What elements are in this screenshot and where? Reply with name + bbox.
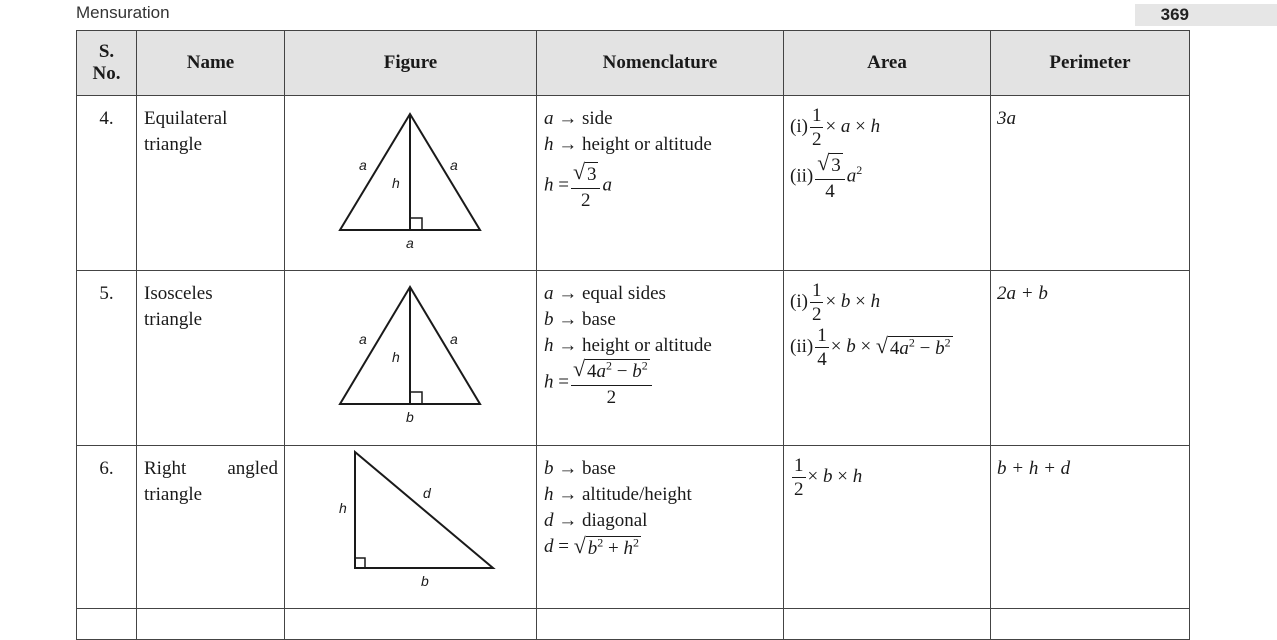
row-sno: 5. (77, 271, 137, 446)
row-area: (i) $\frac{1}{2}$ × a × h (ii) √ $\frac{3}{4}$ $a^2$ (784, 96, 991, 271)
figure-label-base: a (406, 235, 414, 251)
col-header-nomenclature: Nomenclature (537, 31, 784, 96)
figure-label-height: h (339, 500, 347, 516)
table-row-partial (77, 609, 1190, 640)
chapter-title: Mensuration (76, 3, 170, 22)
figure-label-side-right: a (450, 157, 458, 173)
row-sno: 6. (77, 446, 137, 609)
figure-label-base: b (406, 409, 414, 425)
table-row (77, 271, 1190, 446)
height-formula: h = √ $\frac{3}{2}$ a (544, 162, 777, 210)
row-nomenclature: b → base h → altitude/height d → diagonal d = √ $b^2 + h^2$ (537, 446, 784, 609)
figure-label-height: h (392, 175, 400, 191)
table-header-row (77, 31, 1190, 96)
row-name: Right angled triangle (137, 446, 285, 609)
row-perimeter: b + h + d (991, 446, 1190, 609)
col-header-sno: S. No. (77, 31, 137, 96)
figure-label-side-right: a (450, 331, 458, 347)
page-number: 369 (1160, 5, 1189, 24)
col-header-name: Name (137, 31, 285, 96)
col-header-figure: Figure (285, 31, 537, 96)
table-row (77, 96, 1190, 271)
table-row (77, 446, 1190, 609)
row-figure (285, 271, 537, 446)
col-header-perimeter: Perimeter (991, 31, 1190, 96)
equilateral-triangle-figure (285, 96, 535, 256)
figure-label-diagonal: d (423, 485, 431, 501)
figure-label-height: h (392, 349, 400, 365)
row-figure (285, 446, 537, 609)
diagonal-formula: d = √ $b^2 + h^2$ (544, 534, 777, 560)
isosceles-triangle-figure (285, 271, 535, 431)
figure-label-base: b (421, 573, 429, 589)
row-name: Equilateral triangle (137, 96, 285, 271)
figure-label-side-left: a (359, 157, 367, 173)
row-area: $\frac{1}{2}$ × b × h (784, 446, 991, 609)
figure-label-side-left: a (359, 331, 367, 347)
row-sno: 4. (77, 96, 137, 271)
row-nomenclature: a → equal sides b → base h → height or altitude h = √ $\frac{4a^2 - b^2}{2}$ (537, 271, 784, 446)
row-perimeter: 3a (991, 96, 1190, 271)
mensuration-table (76, 30, 1190, 640)
row-name: Isosceles triangle (137, 271, 285, 446)
col-header-area: Area (784, 31, 991, 96)
right-angled-triangle-figure (285, 446, 535, 598)
height-formula: h = √ $\frac{4a^2 - b^2}{2}$ (544, 359, 777, 407)
row-area: (i) $\frac{1}{2}$ × b × h (ii) $\frac{1}{4}$ × b × √ $4a^2 - b^2$ (784, 271, 991, 446)
row-nomenclature: a → side h → height or altitude h = √ $\frac{3}{2}$ a (537, 96, 784, 271)
row-figure (285, 96, 537, 271)
row-perimeter: 2a + b (991, 271, 1190, 446)
